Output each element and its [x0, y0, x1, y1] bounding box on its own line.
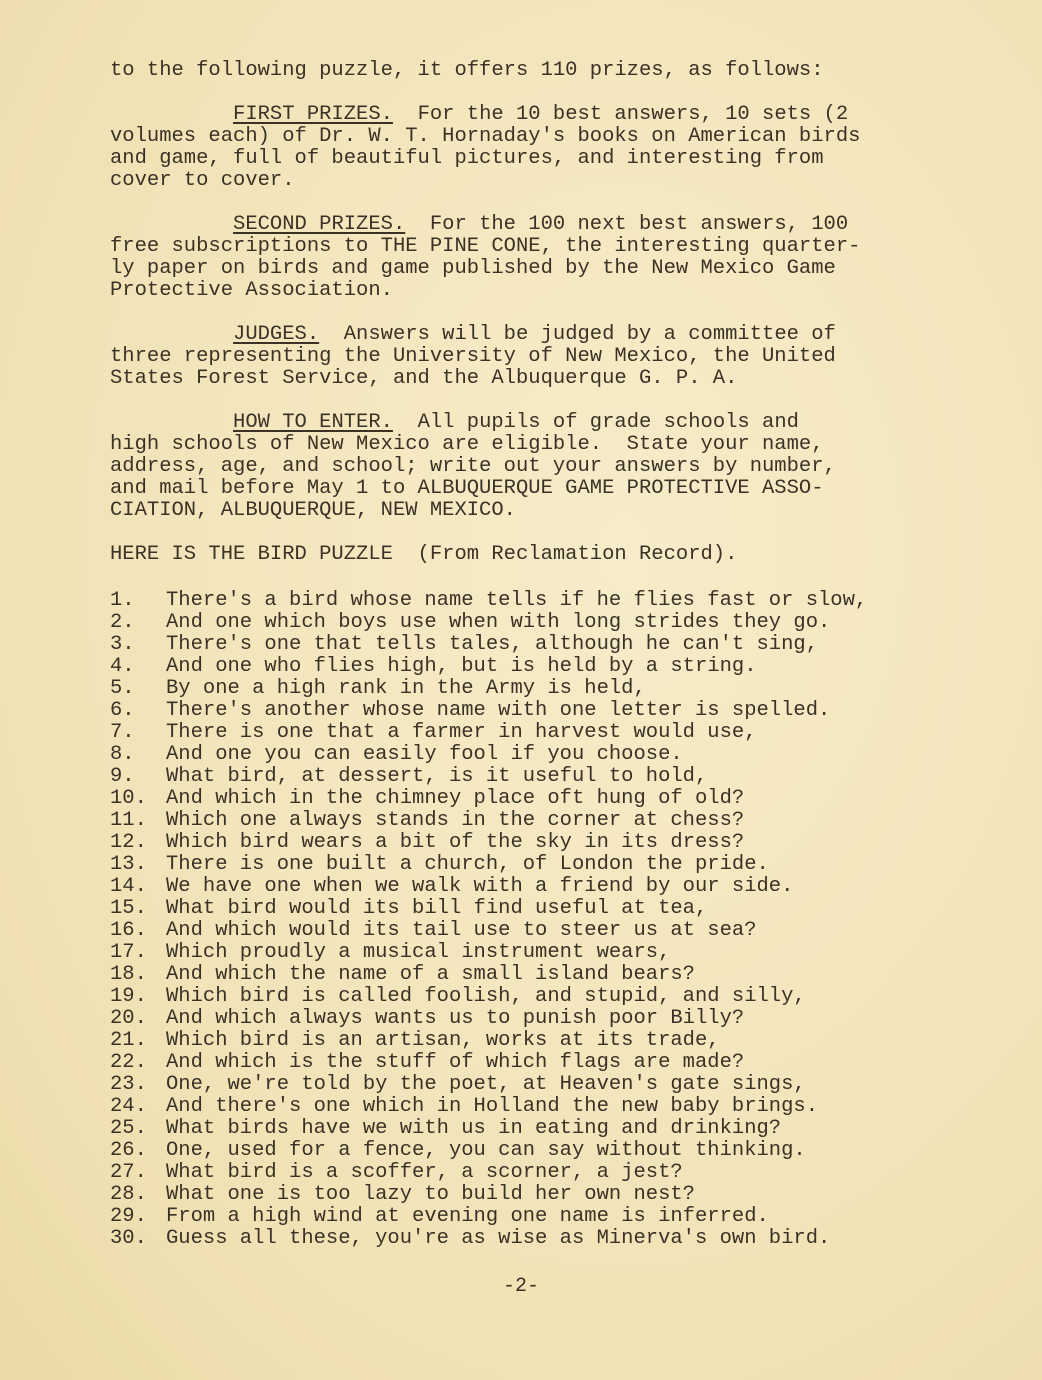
puzzle-line [110, 788, 940, 810]
puzzle-line-text: And which in the chimney place oft hung of old? [166, 787, 745, 810]
puzzle-line-number: 24. [110, 1095, 147, 1118]
puzzle-line [110, 1162, 940, 1184]
puzzle-line-number: 9. [110, 765, 135, 788]
puzzle-line [110, 964, 940, 986]
puzzle-line-number: 26. [110, 1139, 147, 1162]
puzzle-list [110, 590, 940, 1250]
puzzle-line [110, 1096, 940, 1118]
second-prizes-heading: SECOND PRIZES. [233, 213, 406, 236]
puzzle-line-number: 12. [110, 831, 147, 854]
puzzle-line-number: 11. [110, 809, 147, 832]
puzzle-line-number: 30. [110, 1227, 147, 1250]
puzzle-line-text: Which bird is an artisan, works at its trade, [166, 1029, 720, 1052]
puzzle-line-number: 7. [110, 721, 135, 744]
how-to-enter-line: and mail before May 1 to ALBUQUERQUE GAME PROTECTIVE ASSO- [110, 477, 824, 500]
judges-line: three representing the University of New Mexico, the United [110, 345, 836, 368]
second-prizes-line: Protective Association. [110, 279, 393, 302]
puzzle-line [110, 678, 940, 700]
puzzle-line-text: And one who flies high, but is held by a string. [166, 655, 757, 678]
puzzle-line-text: And which would its tail use to steer us at sea? [166, 919, 757, 942]
how-to-enter-line: address, age, and school; write out your answers by number, [110, 455, 836, 478]
puzzle-intro: HERE IS THE BIRD PUZZLE (From Reclamation Record). [110, 543, 738, 566]
second-prizes-line: For the 100 next best answers, 100 [405, 213, 849, 236]
second-prizes-line: ly paper on birds and game published by the New Mexico Game [110, 257, 836, 280]
how-to-enter-paragraph [110, 412, 930, 522]
puzzle-line-text: What one is too lazy to build her own nest? [166, 1183, 695, 1206]
puzzle-line-text: One, we're told by the poet, at Heaven's gate sings, [166, 1073, 806, 1096]
puzzle-line [110, 766, 940, 788]
first-prizes-line: volumes each) of Dr. W. T. Hornaday's books on American birds [110, 125, 861, 148]
puzzle-line [110, 898, 940, 920]
puzzle-line-number: 2. [110, 611, 135, 634]
puzzle-line-number: 10. [110, 787, 147, 810]
intro-line: to the following puzzle, it offers 110 prizes, as follows: [110, 59, 824, 82]
puzzle-line-number: 13. [110, 853, 147, 876]
how-to-enter-line: CIATION, ALBUQUERQUE, NEW MEXICO. [110, 499, 516, 522]
first-prizes-line: and game, full of beautiful pictures, and interesting from [110, 147, 824, 170]
puzzle-line [110, 1228, 940, 1250]
puzzle-line-number: 5. [110, 677, 135, 700]
puzzle-line-text: There is one built a church, of London the pride. [166, 853, 769, 876]
puzzle-line [110, 1008, 940, 1030]
puzzle-line-text: Which bird is called foolish, and stupid, and silly, [166, 985, 806, 1008]
puzzle-line [110, 876, 940, 898]
puzzle-line-number: 1. [110, 589, 135, 612]
puzzle-line-text: And which is the stuff of which flags are made? [166, 1051, 745, 1074]
puzzle-line-text: What bird, at dessert, is it useful to hold, [166, 765, 708, 788]
puzzle-line-text: There's one that tells tales, although he can't sing, [166, 633, 819, 656]
puzzle-line [110, 920, 940, 942]
puzzle-line [110, 810, 940, 832]
first-prizes-line: cover to cover. [110, 169, 295, 192]
first-prizes-line: For the 10 best answers, 10 sets (2 [392, 103, 849, 126]
page-number: -2- [502, 1275, 539, 1298]
puzzle-line [110, 744, 940, 766]
puzzle-line [110, 1030, 940, 1052]
puzzle-line [110, 986, 940, 1008]
puzzle-line [110, 1140, 940, 1162]
puzzle-line [110, 1206, 940, 1228]
puzzle-line-text: Guess all these, you're as wise as Minerva's own bird. [166, 1227, 831, 1250]
puzzle-line-text: From a high wind at evening one name is inferred. [166, 1205, 769, 1228]
judges-line: Answers will be judged by a committee of [319, 323, 836, 346]
puzzle-line [110, 942, 940, 964]
puzzle-line [110, 1052, 940, 1074]
how-to-enter-line: All pupils of grade schools and [392, 411, 799, 434]
puzzle-line [110, 832, 940, 854]
puzzle-line-number: 29. [110, 1205, 147, 1228]
puzzle-line-number: 19. [110, 985, 147, 1008]
puzzle-line-number: 15. [110, 897, 147, 920]
puzzle-line-text: By one a high rank in the Army is held, [166, 677, 646, 700]
judges-line: States Forest Service, and the Albuquerque G. P. A. [110, 367, 738, 390]
how-to-enter-heading: HOW TO ENTER. [233, 411, 393, 434]
puzzle-line-number: 20. [110, 1007, 147, 1030]
puzzle-line-text: One, used for a fence, you can say without thinking. [166, 1139, 806, 1162]
puzzle-line-text: Which proudly a musical instrument wears, [166, 941, 671, 964]
puzzle-line-number: 6. [110, 699, 135, 722]
first-prizes-paragraph [110, 104, 930, 192]
puzzle-line-number: 16. [110, 919, 147, 942]
puzzle-line [110, 1074, 940, 1096]
puzzle-line [110, 700, 940, 722]
puzzle-line-text: What bird is a scoffer, a scorner, a jest? [166, 1161, 683, 1184]
puzzle-line-text: There's a bird whose name tells if he flies fast or slow, [166, 589, 868, 612]
puzzle-line-number: 8. [110, 743, 135, 766]
puzzle-line-text: Which bird wears a bit of the sky in its dress? [166, 831, 745, 854]
second-prizes-paragraph [110, 214, 930, 302]
puzzle-line [110, 722, 940, 744]
puzzle-line-text: And which the name of a small island bears? [166, 963, 695, 986]
judges-heading: JUDGES. [233, 323, 320, 346]
puzzle-line-text: Which one always stands in the corner at chess? [166, 809, 745, 832]
how-to-enter-line: high schools of New Mexico are eligible. State your name, [110, 433, 824, 456]
puzzle-line-number: 14. [110, 875, 147, 898]
first-prizes-heading: FIRST PRIZES. [233, 103, 393, 126]
puzzle-line-text: And which always wants us to punish poor Billy? [166, 1007, 745, 1030]
puzzle-line-number: 23. [110, 1073, 147, 1096]
puzzle-line [110, 590, 940, 612]
puzzle-line-text: There's another whose name with one letter is spelled. [166, 699, 831, 722]
puzzle-line [110, 854, 940, 876]
puzzle-line-text: And one you can easily fool if you choose. [166, 743, 683, 766]
judges-paragraph [110, 324, 930, 390]
puzzle-line-number: 21. [110, 1029, 147, 1052]
puzzle-line [110, 1184, 940, 1206]
puzzle-line [110, 612, 940, 634]
puzzle-line-number: 17. [110, 941, 147, 964]
puzzle-line-number: 28. [110, 1183, 147, 1206]
puzzle-line-text: What birds have we with us in eating and drinking? [166, 1117, 782, 1140]
puzzle-line-number: 3. [110, 633, 135, 656]
puzzle-line-number: 22. [110, 1051, 147, 1074]
puzzle-line-number: 4. [110, 655, 135, 678]
puzzle-line-number: 18. [110, 963, 147, 986]
puzzle-line-text: What bird would its bill find useful at tea, [166, 897, 708, 920]
puzzle-line [110, 1118, 940, 1140]
puzzle-line-text: There is one that a farmer in harvest would use, [166, 721, 757, 744]
puzzle-line-number: 27. [110, 1161, 147, 1184]
puzzle-line-text: We have one when we walk with a friend by our side. [166, 875, 794, 898]
puzzle-line-text: And there's one which in Holland the new baby brings. [166, 1095, 819, 1118]
puzzle-line-number: 25. [110, 1117, 147, 1140]
puzzle-line [110, 634, 940, 656]
puzzle-line [110, 656, 940, 678]
puzzle-line-text: And one which boys use when with long strides they go. [166, 611, 831, 634]
second-prizes-line: free subscriptions to THE PINE CONE, the interesting quarter- [110, 235, 861, 258]
